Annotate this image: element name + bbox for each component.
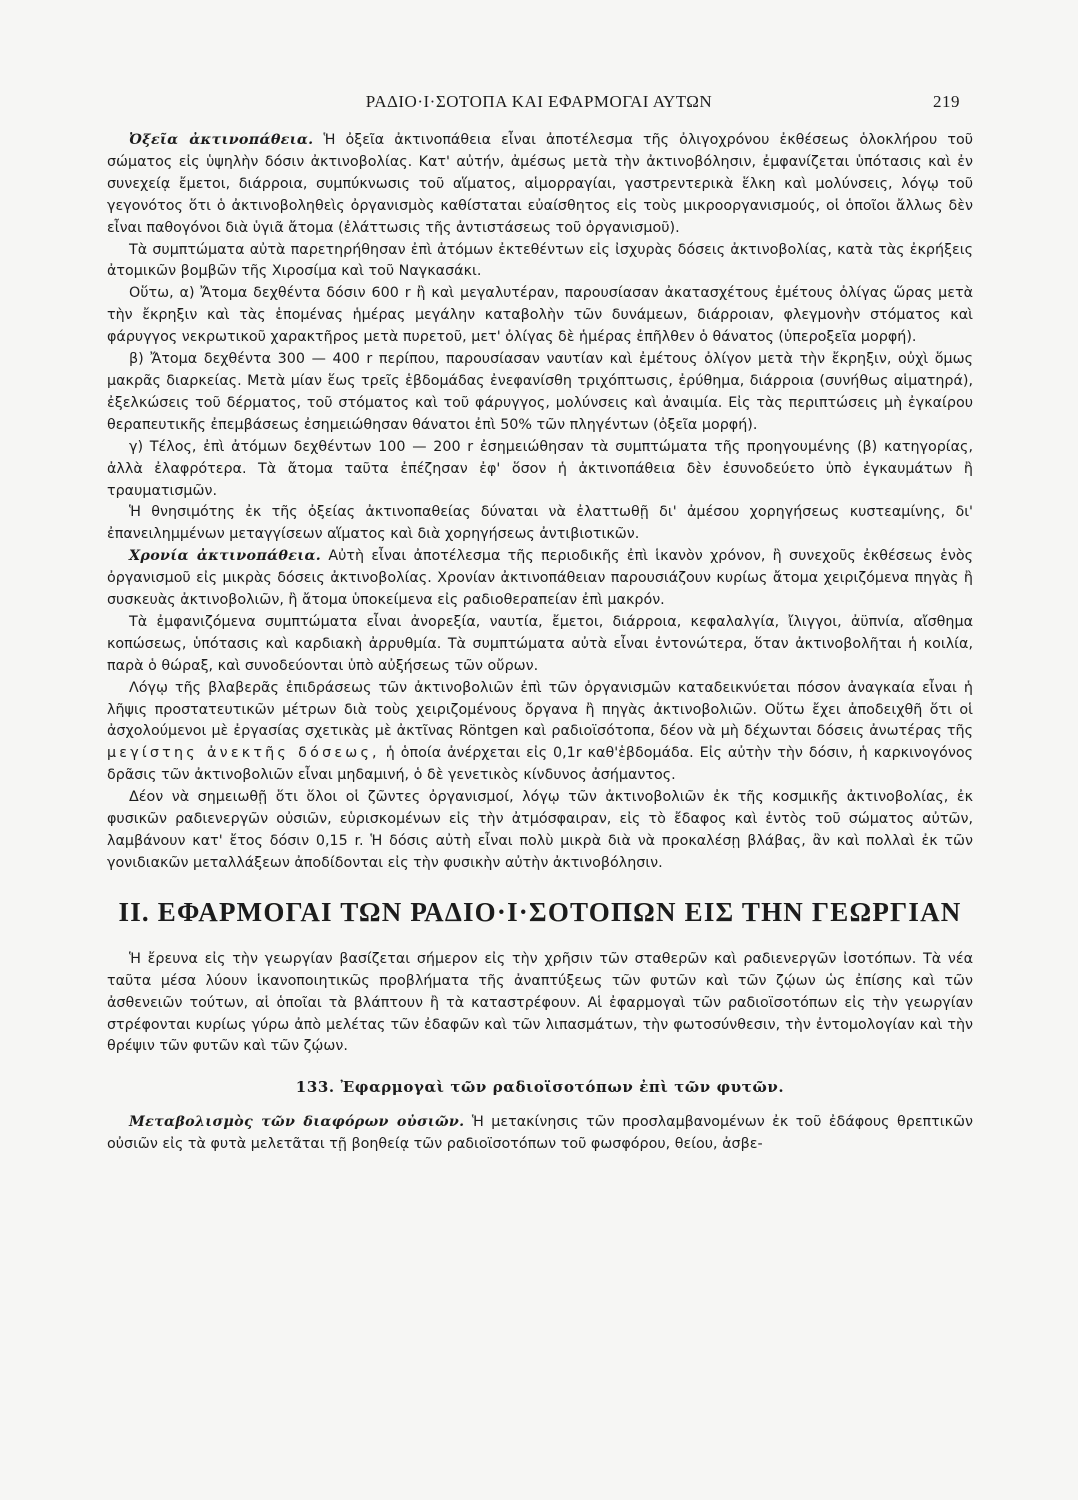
run-in-heading: Χρονία ἀκτινοπάθεια. [129,548,322,565]
paragraph-text: Αὐτὴ εἶναι ἀποτέλεσμα τῆς περιοδικῆς ἐπὶ ἱκανὸν χρόνον, ἢ συνεχοῦς ἐκθέσεως ἑνὸς ὀργανισμοῦ εἰς μικρὰς δόσεις ἀκτινοβολίας. Χρονίαν ἀκτινοπάθειαν παρουσιάζουν κυρίως ἄτομα χειριζόμενα πηγὰς ἢ συσκευὰς ἀκτινοβολιῶν, ἢ ἄτομα ὑποκείμενα εἰς ραδιοθεραπείαν ἐπὶ μακρόν. [107,548,974,609]
paragraph: γ) Τέλος, ἐπὶ ἀτόμων δεχθέντων 100 — 200 r ἐσημειώθησαν τὰ συμπτώματα τῆς προηγουμένης (β) κατηγορίας, ἀλλὰ ἐλαφρότερα. Τὰ ἄτομα ταῦτα ἐπέζησαν ἐφ' ὅσον ἡ ἀκτινοπάθεια δὲν ἐσυνοδεύετο ὑπὸ ἐγκαυμάτων ἢ τραυματισμῶν. [107,438,973,499]
body-text [107,130,973,1156]
paragraph-metabolism [107,1112,973,1156]
paragraph: β) Ἄτομα δεχθέντα 300 — 400 r περίπου, παρουσίασαν ναυτίαν καὶ ἐμέτους ὀλίγον μετὰ τὴν ἔκρηξιν, οὐχὶ ὅμως μακρᾶς διαρκείας. Μετὰ μίαν ἕως τρεῖς ἑβδομάδας ἐνεφανίσθη τριχόπτωσις, ἐρύθημα, διάρροια (συνήθως αἱματηρά), ἐξελκώσεις τοῦ δέρματος, τοῦ στόματος καὶ τοῦ φάρυγγος, μολύνσεις καὶ ἀναιμία. Εἰς τὰς περιπτώσεις μὴ ἐγκαίρου θεραπευτικῆς ἐπεμβάσεως ἐσημειώθησαν θάνατοι ἐπὶ 50% τῶν πληγέντων (ὀξεῖα μορφή). [107,351,973,433]
run-in-heading: Μεταβολισμὸς τῶν διαφόρων οὐσιῶν. [129,1114,465,1131]
paragraph: Τὰ συμπτώματα αὐτὰ παρετηρήθησαν ἐπὶ ἀτόμων ἐκτεθέντων εἰς ἰσχυρὰς δόσεις ἀκτινοβολίας, κατὰ τὰς ἐκρήξεις ἀτομικῶν βομβῶν τῆς Χιροσίμα καὶ τοῦ Ναγκασάκι. [107,241,973,280]
paragraph-text: Ἡ ὀξεῖα ἀκτινοπάθεια εἶναι ἀποτέλεσμα τῆς ὀλιγοχρόνου ἐκθέσεως ὁλοκλήρου τοῦ σώματος εἰς ὑψηλὴν δόσιν ἀκτινοβολίας. Κατ' αὐτήν, ἀμέσως μετὰ τὴν ἀκτινοβόλησιν, ἐμφανίζεται ὑπότασις καὶ ἐν συνεχείᾳ ἔμετοι, διάρροια, συμπύκνωσις τοῦ αἵματος, αἱμορραγίαι, γαστρεντερικὰ ἕλκη καὶ μολύνσεις, λόγῳ τοῦ γεγονότος ὅτι ὁ ἀκτινοβοληθεὶς ὀργανισμὸς καθίσταται εὐαίσθητος εἰς τοὺς μικροοργανισμούς, οἱ ὁποῖοι ἄλλως δὲν εἶναι παθογόνοι διὰ ὑγιᾶ ἄτομα (ἐλάττωσις τῆς ἀντιστάσεως τοῦ ὀργανισμοῦ). [107,132,973,236]
paragraph-text: ἡ ὁποία ἀνέρχεται εἰς 0,1r καθ'ἑβδομάδα. Εἰς αὐτὴν τὴν δόσιν, ἡ καρκινογόνος δρᾶσις τῶν ἀκτινοβολιῶν εἶναι μηδαμινή, ὁ δὲ γενετικὸς κίνδυνος ἀσήμαντος. [107,745,973,784]
paragraph-acute-radiation-sickness [107,130,973,240]
subsection-heading: 133. Ἐφαρμογαὶ τῶν ραδιοϊσοτόπων ἐπὶ τῶν φυτῶν. [295,1078,785,1097]
running-title: ΡΑΔΙΟ·Ι·ΣΟΤΟΠΑ ΚΑΙ ΕΦΑΡΜΟΓΑΙ ΑΥΤΩΝ [365,92,713,111]
paragraph-text: Λόγῳ τῆς βλαβερᾶς ἐπιδράσεως τῶν ἀκτινοβολιῶν ἐπὶ τῶν ὀργανισμῶν καταδεικνύεται πόσον ἀναγκαία εἶναι ἡ λῆψις προστατευτικῶν μέτρων διὰ τοὺς χειριζομένους ὄργανα ἢ πηγὰς ἀκτινοβολιῶν. Οὕτω ἔχει ἀποδειχθῆ ὅτι οἱ ἀσχολούμενοι μὲ ἐργασίας σχετικὰς μὲ ἀκτῖνας Röntgen καὶ ραδιοϊσότοπα, δέον νὰ μὴ δέχωνται δόσεις ἀνωτέρας τῆς [107,679,973,740]
emphasized-text: μεγίστης ἀνεκτῆς δόσεως, [107,745,380,762]
paragraph: Δέον νὰ σημειωθῇ ὅτι ὅλοι οἱ ζῶντες ὀργανισμοί, λόγῳ τῶν ἀκτινοβολιῶν ἐκ τῆς κοσμικῆς ἀκτινοβολίας, ἐκ φυσικῶν ραδιενεργῶν οὐσιῶν, εὑρισκομένων εἰς τὴν ἀτμόσφαιραν, εἰς τὸ ἔδαφος καὶ ἐντὸς τοῦ σώματος αὐτῶν, λαμβάνουν κατ' ἔτος δόσιν 0,15 r. Ἡ δόσις αὐτὴ εἶναι πολὺ μικρὰ διὰ νὰ προκαλέσῃ βλάβας, ἂν καὶ πολλαὶ ἐκ τῶν γονιδιακῶν μεταλλάξεων ἀποδίδονται εἰς τὴν φυσικὴν αὐτὴν ἀκτινοβόλησιν. [107,789,973,871]
run-in-heading: Ὀξεῖα ἀκτινοπάθεια. [129,132,314,148]
page-number: 219 [933,92,960,111]
paragraph-chronic-radiation-sickness [107,546,973,612]
paragraph-max-dose [107,678,973,788]
paragraph-text: Ἡ μετακίνησις τῶν προσλαμβανομένων ἐκ τοῦ ἐδάφους θρεπτικῶν οὐσιῶν εἰς τὰ φυτὰ μελετᾶται τῇ βοηθείᾳ τῶν ραδιοϊσοτόπων τοῦ φωσφόρου, θείου, ἀσβε- [107,1114,973,1153]
running-header [0,92,1078,116]
paragraph: Τὰ ἐμφανιζόμενα συμπτώματα εἶναι ἀνορεξία, ναυτία, ἔμετοι, διάρροια, κεφαλαλγία, ἴλιγγοι, ἀϋπνία, αἴσθημα κοπώσεως, ὑπότασις καὶ καρδιακὴ ἀρρυθμία. Τὰ συμπτώματα αὐτὰ εἶναι ἐντονώτερα, ὅταν ἀκτινοβολῆται ἡ κοιλία, παρὰ ὁ θώραξ, καὶ συνοδεύονται ὑπὸ αὐξήσεως τῶν οὔρων. [107,613,973,674]
paragraph: Ἡ θνησιμότης ἐκ τῆς ὀξείας ἀκτινοπαθείας δύναται νὰ ἐλαττωθῇ δι' ἀμέσου χορηγήσεως κυστεαμίνης, δι' ἐπανειλημμένων μεταγγίσεων αἵματος καὶ διὰ χορηγήσεως ἀντιβιοτικῶν. [107,504,973,543]
section-heading: ΙΙ. ΕΦΑΡΜΟΓΑΙ ΤΩΝ ΡΑΔΙΟ·Ι·ΣΟΤΟΠΩΝ ΕΙΣ ΤΗΝ ΓΕΩΡΓΙΑΝ [118,896,962,927]
paragraph: Ἡ ἔρευνα εἰς τὴν γεωργίαν βασίζεται σήμερον εἰς τὴν χρῆσιν τῶν σταθερῶν καὶ ραδιενεργῶν ἰσοτόπων. Τὰ νέα ταῦτα μέσα λύουν ἱκανοποιητικῶς προβλήματα τῆς ἀναπτύξεως τῶν φυτῶν καὶ τῶν ζῴων ὡς ἐπίσης καὶ τῶν ἀσθενειῶν τούτων, αἱ ὁποῖαι τὰ βλάπτουν ἢ τὰ καταστρέφουν. Αἱ ἐφαρμογαὶ τῶν ραδιοϊσοτόπων εἰς τὴν γεωργίαν στρέφονται κυρίως γύρω ἀπὸ μελέτας τῶν ἐδαφῶν καὶ τῶν λιπασμάτων, τὴν φωτοσύνθεσιν, τὴν ἐντομολογίαν καὶ τὴν θρέψιν τῶν φυτῶν καὶ τῶν ζῴων. [107,950,973,1055]
paragraph: Οὕτω, α) Ἄτομα δεχθέντα δόσιν 600 r ἢ καὶ μεγαλυτέραν, παρουσίασαν ἀκατασχέτους ἐμέτους ὀλίγας ὥρας μετὰ τὴν ἔκρηξιν καὶ τὰς ἑπομένας ἡμέρας μεγάλην καταβολὴν τῶν δυνάμεων, διάρροιαν, φλεγμονὴν στόματος καὶ φάρυγγος νεκρωτικοῦ χαρακτῆρος μετὰ πυρετοῦ, μετ' ὀλίγας δὲ ἡμέρας ἐπῆλθεν ὁ θάνατος (ὑπεροξεῖα μορφή). [107,285,973,346]
